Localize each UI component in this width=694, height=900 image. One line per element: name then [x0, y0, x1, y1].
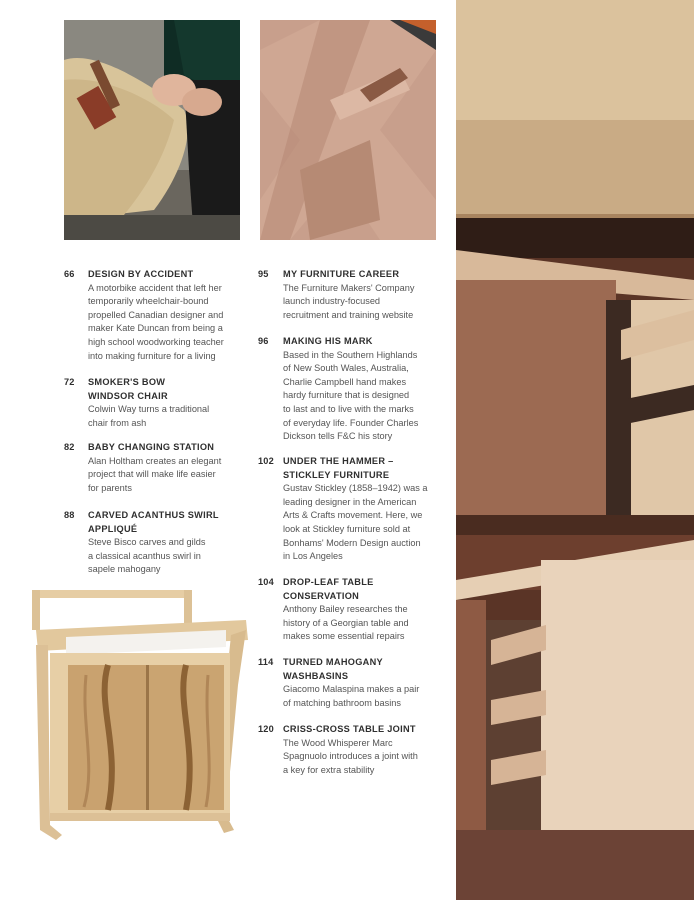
cabinet-photo [26, 585, 254, 845]
page-number: 95 [258, 269, 269, 279]
page-number: 82 [64, 442, 75, 452]
drawers-photo [456, 0, 694, 900]
page-number: 114 [258, 657, 274, 667]
article-description: Gustav Stickley (1858–1942) was a leading designer in the American Arts & Crafts movement. Here, we look at Stickley furniture sold at Bonhams' Modern Design auction in Los Angeles [283, 483, 428, 562]
article-description: Steve Bisco carves and gilds a classical acanthus swirl in sapele mahogany [88, 537, 206, 575]
article-title: CRISS-CROSS TABLE JOINT [283, 724, 416, 734]
article-description: Giacomo Malaspina makes a pair of matching bathroom basins [283, 684, 420, 708]
article-title: DESIGN BY ACCIDENT [88, 269, 194, 279]
article-title: DROP-LEAF TABLE CONSERVATION [283, 577, 374, 601]
article-title: MAKING HIS MARK [283, 336, 373, 346]
page-number: 88 [64, 510, 75, 520]
article-description: Based in the Southern Highlands of New South Wales, Australia, Charlie Campbell hand makes hardy furniture that is designed to last and to live with the marks of everyday life. Founder Charles Dickson tells F&C his story [283, 349, 419, 442]
page-number: 120 [258, 724, 274, 734]
page-number: 96 [258, 336, 269, 346]
page-number: 72 [64, 377, 75, 387]
page-number: 104 [258, 577, 274, 587]
article-description: Colwin Way turns a traditional chair from ash [88, 404, 210, 428]
article-title: BABY CHANGING STATION [88, 442, 215, 452]
article-description: Anthony Bailey researches the history of a Georgian table and makes some essential repairs [283, 604, 409, 642]
workshop-photo [64, 20, 240, 240]
article-description: Alan Holtham creates an elegant project that will make life easier for parents [88, 455, 222, 493]
joint-photo [260, 20, 436, 240]
article-description: The Wood Whisperer Marc Spagnuolo introduces a joint with a key for extra stability [283, 737, 418, 775]
article-title: CARVED ACANTHUS SWIRL APPLIQUÉ [88, 510, 219, 534]
article-title: SMOKER'S BOW WINDSOR CHAIR [88, 377, 168, 401]
article-description: The Furniture Makers' Company launch industry-focused recruitment and training website [283, 282, 415, 320]
article-title: UNDER THE HAMMER – STICKLEY FURNITURE [283, 456, 394, 480]
article-title: MY FURNITURE CAREER [283, 269, 400, 279]
page-number: 66 [64, 269, 75, 279]
page-number: 102 [258, 456, 274, 466]
article-description: A motorbike accident that left her temporarily wheelchair-bound propelled Canadian designer and maker Kate Duncan from being a high school woodworking teacher into making furniture for a living [88, 282, 224, 361]
article-title: TURNED MAHOGANY WASHBASINS [283, 657, 383, 681]
